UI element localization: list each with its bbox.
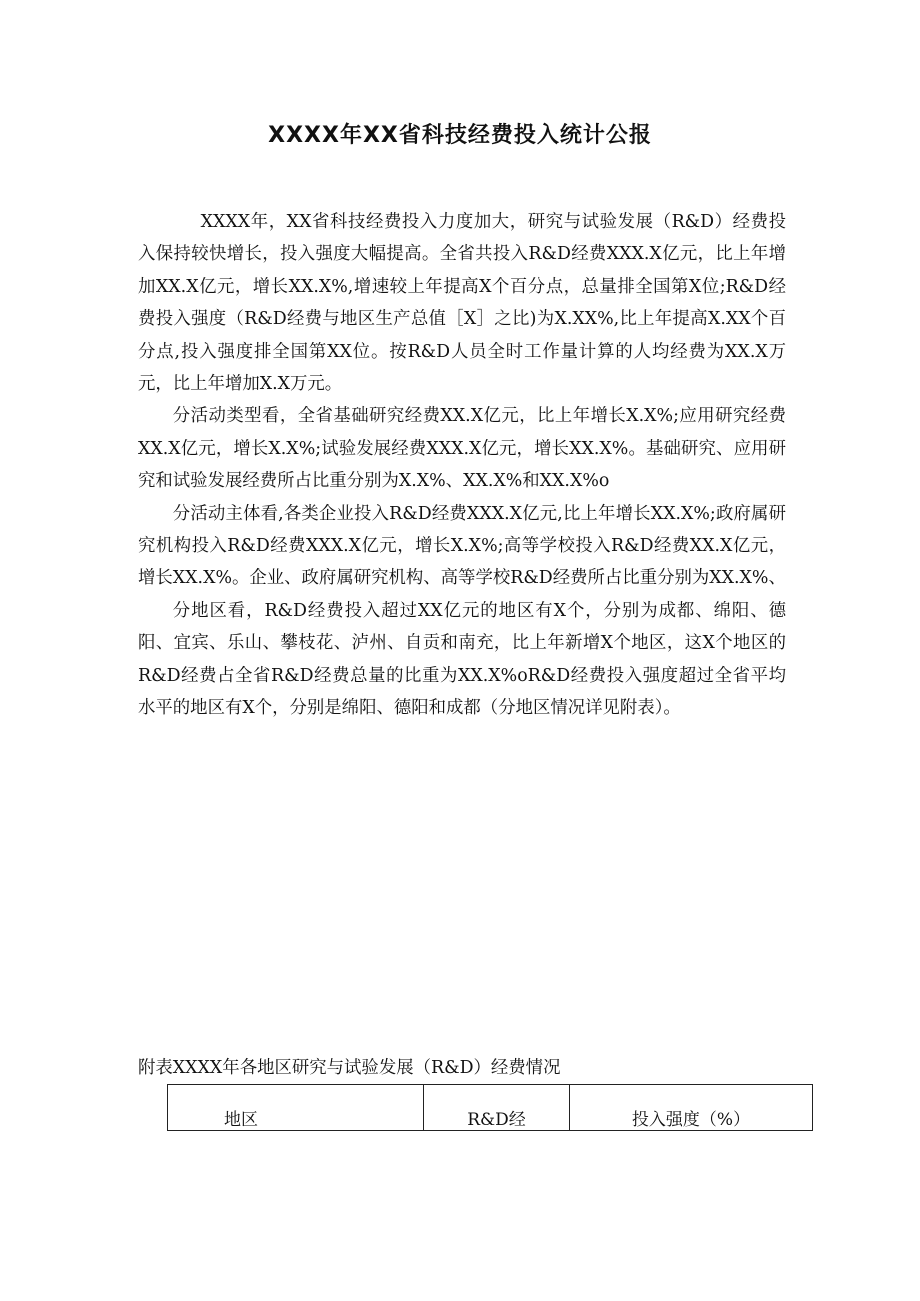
- paragraph-activity-type: 分活动类型看，全省基础研究经费XX.X亿元，比上年增长X.X%;应用研究经费XX.X亿元，增长X.X%;试验发展经费XXX.X亿元，增长XX.X%。基础研究、应用研究和试验发展经费所占比重分别为X.X%、XX.X%和XX.X%o: [138, 406, 786, 492]
- column-header-region: 地区: [168, 1085, 424, 1131]
- appendix-caption: 附表XXXX年各地区研究与试验发展（R&D）经费情况: [138, 1058, 561, 1078]
- table-header-row: [168, 1085, 813, 1131]
- report-body: [138, 206, 786, 725]
- paragraph-performer: 分活动主体看,各类企业投入R&D经费XXX.X亿元,比上年增长XX.X%;政府属研究机构投入R&D经费XXX.X亿元，增长X.X%;高等学校投入R&D经费XX.X亿元，增长XX.X%。企业、政府属研究机构、高等学校R&D经费所占比重分别为XX.X%、: [138, 503, 786, 589]
- appendix-table: [167, 1084, 813, 1131]
- paragraph-overview: XXXX年，XX省科技经费投入力度加大，研究与试验发展（R&D）经费投入保持较快增长，投入强度大幅提高。全省共投入R&D经费XXX.X亿元，比上年增加XX.X亿元，增长XX.X%,增速较上年提高X个百分点，总量排全国第X位;R&D经费投入强度（R&D经费与地区生产总值［X］之比)为X.XX%,比上年提高X.XX个百分点,投入强度排全国第XX位。按R&D人员全时工作量计算的人均经费为XX.X万元，比上年增加X.X万元。: [138, 212, 786, 395]
- paragraph-region: 分地区看，R&D经费投入超过XX亿元的地区有X个，分别为成都、绵阳、德阳、宜宾、乐山、攀枝花、泸州、自贡和南充，比上年新增X个地区，这X个地区的R&D经费占全省R&D经费总量的比重为XX.X%oR&D经费投入强度超过全省平均水平的地区有X个，分别是绵阳、德阳和成都（分地区情况详见附表）。: [138, 600, 786, 719]
- column-header-intensity: 投入强度（%）: [570, 1085, 813, 1131]
- page-title: XXXX年XX省科技经费投入统计公报: [268, 123, 652, 148]
- column-header-rd-funds: R&D经: [424, 1085, 570, 1131]
